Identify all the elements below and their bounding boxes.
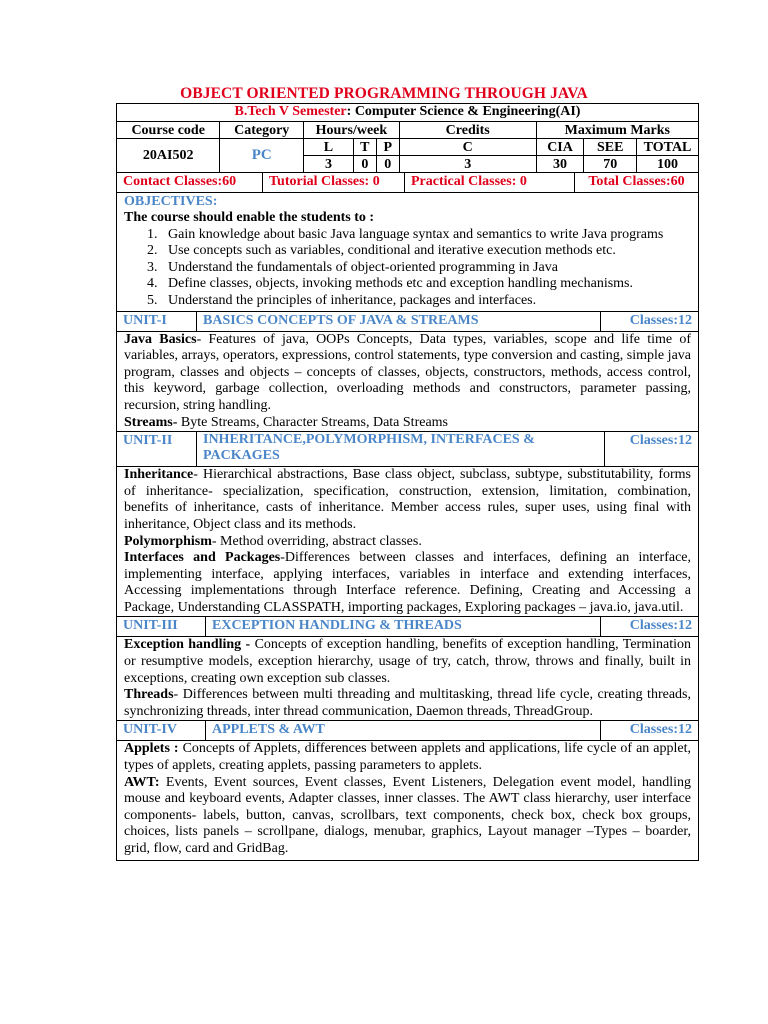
course-header-table [116, 121, 699, 173]
total-value: 100 [637, 156, 699, 173]
hours-p-value: 0 [376, 156, 399, 173]
unit-2-label: UNIT-II [117, 432, 197, 466]
hours-t-label: T [353, 139, 376, 156]
unit-3-content: Exception handling - Concepts of exception handling, benefits of exception handling, Termination or resumptive models, exception hierarchy, usage of try, catch, throw, throws and finally, built in exceptions, creating own exception sub classes. Threads- Differences between multi threading and multitasking, thread life cycle, creating threads, synchronizing threads, inter thread communication, Daemon threads, ThreadGroup. [117, 637, 698, 721]
marks-header: Maximum Marks [536, 122, 698, 139]
document-title: OBJECT ORIENTED PROGRAMMING THROUGH JAVA [180, 85, 588, 102]
objectives-section [117, 193, 698, 312]
unit-3-header [117, 617, 698, 637]
hours-l-value: 3 [304, 156, 354, 173]
semester-line [117, 104, 698, 122]
objectives-intro: The course should enable the students to : [124, 210, 375, 225]
unit-3-classes: Classes:12 [629, 618, 692, 634]
practical-classes: Practical Classes: 0 [405, 173, 575, 192]
unit-3-title: EXCEPTION HANDLING & THREADS [206, 617, 601, 636]
unit-4-title: APPLETS & AWT [206, 721, 601, 740]
semester-sep: : [346, 104, 352, 119]
total-classes: Total Classes:60 [588, 174, 685, 189]
unit-1-content: Java Basics- Features of java, OOPs Concepts, Data types, variables, scope and life time of variables, arrays, operators, expressions, control statements, type conversion and casting, simple java program, classes and objects – concepts of classes, objects, constructors, methods, access control, this keyword, garbage collection, overloading methods and constructors, parameter passing, recursion, string handling. Streams- Byte Streams, Character Streams, Data Streams [117, 332, 698, 433]
list-item: 1. Gain knowledge about basic Java language syntax and semantics to write Java programs [147, 226, 664, 242]
category-header: Category [220, 122, 304, 139]
unit-4-label: UNIT-IV [117, 721, 206, 740]
list-item: 5. Understand the principles of inheritance, packages and interfaces. [147, 292, 537, 308]
unit-4-classes: Classes:12 [629, 722, 692, 738]
syllabus-table [116, 103, 699, 861]
objectives-list [124, 227, 691, 310]
list-item: 2. Use concepts such as variables, conditional and iterative execution methods etc. [147, 243, 616, 259]
hours-l-label: L [304, 139, 354, 156]
course-code-value: 20AI502 [117, 139, 220, 173]
unit-1-classes: Classes:12 [629, 312, 692, 328]
credits-value: 3 [399, 156, 536, 173]
unit-4-content: Applets : Concepts of Applets, differences between applets and applications, life cycle of an applet, types of applets, creating applets, passing parameters to applets. AWT: Events, Event sources, Event classes, Event Listeners, Delegation event model, handling mouse and keyboard events, Adapter classes, inner classes. The AWT class hierarchy, user interface components- labels, button, canvas, scrollbars, text components, check box, check box groups, choices, lists panels – scrollpane, dialogs, menubar, graphics, Layout manager –Types – boarder, grid, flow, card and GridBag. [124, 741, 691, 856]
see-value: 70 [584, 156, 637, 173]
unit-1-label: UNIT-I [117, 312, 197, 331]
unit-2-header [117, 432, 698, 467]
list-item: 4. Define classes, objects, invoking methods etc and exception handling mechanisms. [147, 276, 633, 292]
total-label: TOTAL [637, 139, 699, 156]
unit-1-header [117, 312, 698, 332]
tutorial-classes: Tutorial Classes: 0 [263, 173, 405, 192]
see-label: SEE [584, 139, 637, 156]
hours-p-label: P [376, 139, 399, 156]
hours-header: Hours/week [304, 122, 400, 139]
unit-4-header [117, 721, 698, 741]
course-code-header: Course code [117, 122, 220, 139]
unit-1-title: BASICS CONCEPTS OF JAVA & STREAMS [197, 312, 601, 331]
semester-label: B.Tech V Semester [234, 104, 347, 119]
unit-3-label: UNIT-III [117, 617, 206, 636]
hours-t-value: 0 [353, 156, 376, 173]
unit-2-content: Inheritance- Hierarchical abstractions, Base class object, subclass, subtype, substitutability, forms of inheritance- specialization, specification, construction, extension, limitation, combination, benefits of inheritance, casts of inheritance. Member access rules, super uses, using final with inheritance, Object class and its methods. Polymorphism- Method overriding, abstract classes. Interfaces and Packages-Differences between classes and interfaces, defining an interface, implementing interface, applying interfaces, variables in interface and extending interfaces, Accessing implementations through Interface reference. Defining, Creating and Accessing a Package, Understanding CLASSPATH, importing packages, Exploring packages – java.io, java.util. [117, 467, 698, 617]
unit-2-title: INHERITANCE,POLYMORPHISM, INTERFACES & PACKAGES [197, 432, 605, 466]
cia-value: 30 [536, 156, 584, 173]
classes-row [117, 173, 698, 193]
contact-classes: Contact Classes:60 [117, 173, 263, 192]
objectives-heading: OBJECTIVES: [124, 194, 218, 209]
credits-header: Credits [399, 122, 536, 139]
category-value: PC [220, 139, 304, 173]
unit-2-classes: Classes:12 [629, 433, 692, 449]
list-item: 3. Understand the fundamentals of object-oriented programming in Java [147, 259, 558, 275]
credits-label: C [399, 139, 536, 156]
cia-label: CIA [536, 139, 584, 156]
program-name: Computer Science & Engineering(AI) [351, 104, 581, 119]
